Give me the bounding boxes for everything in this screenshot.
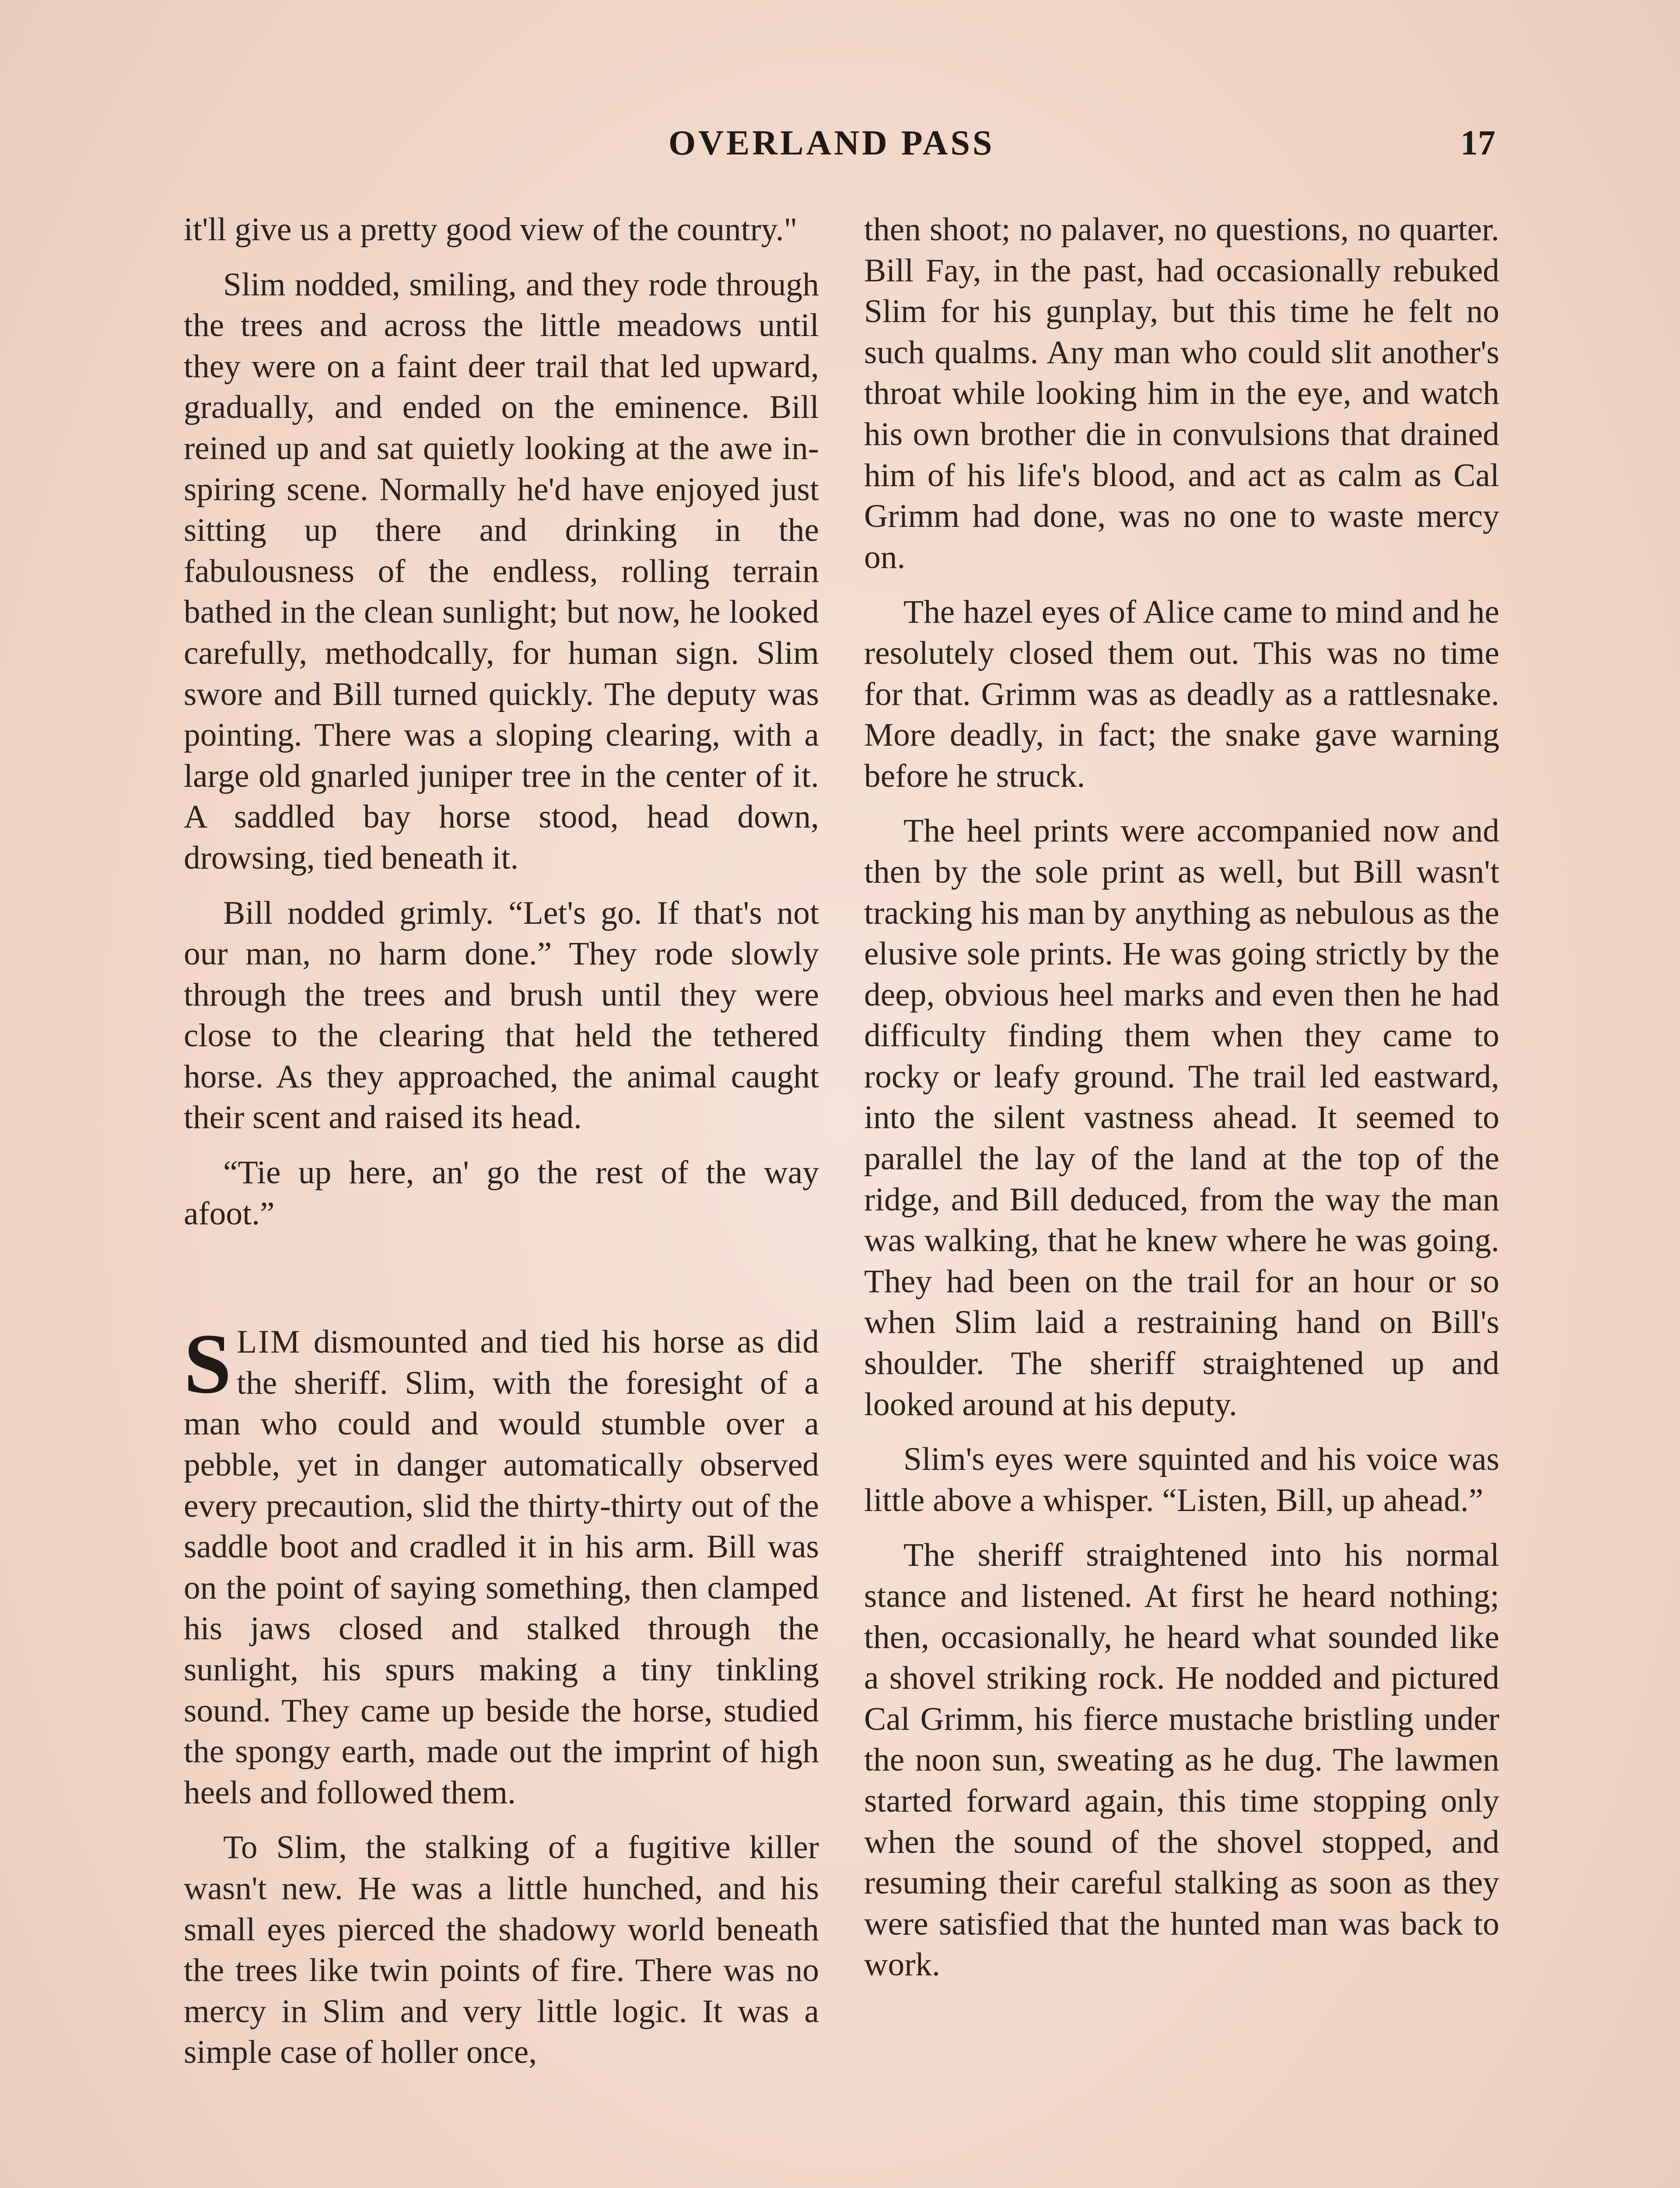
- paragraph: To Slim, the stalking of a fugitive killer wasn't new. He was a little hunched, and his small eyes pierced the shadowy world beneath the trees like twin points of fire. There was no mercy in Slim and very little logic. It was a simple case of holler once,: [184, 1829, 819, 2071]
- running-head-title: OVERLAND PASS: [668, 124, 995, 162]
- paragraph: then shoot; no palaver, no questions, no quarter. Bill Fay, in the past, had occasionally rebuked Slim for his gunplay, but this time he felt no such qualms. Any man who could slit another's throat while looking him in the eye, and watch his own brother die in convulsions that drained him of his life's blood, and act as calm as Cal Grimm had done, was no one to waste mercy on.: [864, 211, 1499, 575]
- paragraph: “Tie up here, an' go the rest of the way afoot.”: [184, 1154, 819, 1232]
- section-opening-paragraph: [184, 1316, 819, 1813]
- paragraph: Slim's eyes were squinted and his voice was little above a whisper. “Listen, Bill, up ahead.”: [864, 1441, 1499, 1518]
- paragraph: The hazel eyes of Alice came to mind and he resolutely closed them out. This was no time for that. Grimm was as deadly as a rattlesnake. More deadly, in fact; the snake gave warning before he struck.: [864, 594, 1499, 794]
- left-text-column: [184, 209, 819, 2087]
- paragraph: Slim nodded, smiling, and they rode through the trees and across the little meadows until they were on a faint deer trail that led upward, gradually, and ended on the eminence. Bill reined up and sat quietly looking at the awe inspiring scene. Normally he'd have enjoyed just sitting up there and drinking in the fabulousness of the endless, rolling terrain bathed in the clean sunlight; but now, he looked carefully, methodcally, for human sign. Slim swore and Bill turned quickly. The deputy was pointing. There was a sloping clearing, with a large old gnarled juniper tree in the center of it. A saddled bay horse stood, head down, drowsing, tied beneath it.: [184, 266, 819, 876]
- page-number: 17: [1460, 124, 1495, 162]
- paragraph: Bill nodded grimly. “Let's go. If that's not our man, no harm done.” They rode slowly through the trees and brush until they were close to the clearing that held the tethered horse. As they approached, the animal caught their scent and raised its head.: [184, 894, 819, 1136]
- paragraph: The heel prints were accompanied now and then by the sole print as well, but Bill wasn't tracking his man by anything as nebulous as the elusive sole prints. He was going strictly by the deep, obvious heel marks and even then he had difficulty finding them when they came to rocky or leafy ground. The trail led eastward, into the silent vastness ahead. It seemed to parallel the lay of the land at the top of the ridge, and Bill deduced, from the way the man was walking, that he knew where he was going. They had been on the trail for an hour or so when Slim laid a restraining hand on Bill's shoulder. The sheriff straightened up and looked around at his deputy.: [864, 813, 1499, 1423]
- right-text-column: [864, 209, 1499, 1999]
- paragraph: it'll give us a pretty good view of the country.": [184, 211, 798, 248]
- paragraph: The sheriff straightened into his normal stance and listened. At first he heard nothing; then, occasionally, he heard what sounded like a shovel striking rock. He nodded and pictured Cal Grimm, his fierce mustache bristling under the noon sun, sweating as he dug. The lawmen started forward again, this time stopping only when the sound of the shovel stopped, and resuming their careful stalking as soon as they were satisfied that the hunted man was back to work.: [864, 1537, 1499, 1983]
- drop-cap-letter: S: [184, 1316, 232, 1412]
- small-caps-lead: LIM: [237, 1324, 301, 1360]
- paragraph-body: dismounted and tied his horse as did the sheriff. Slim, with the foresight of a man who could and would stumble over a pebble, yet in danger automatically observed every precaution, slid the thirty-thirty out of the saddle boot and cradled it in his arm. Bill was on the point of saying something, then clamped his jaws closed and stalked through the sunlight, his spurs making a tiny tinkling sound. They came up beside the horse, studied the spongy earth, made out the imprint of high heels and followed them.: [184, 1324, 819, 1811]
